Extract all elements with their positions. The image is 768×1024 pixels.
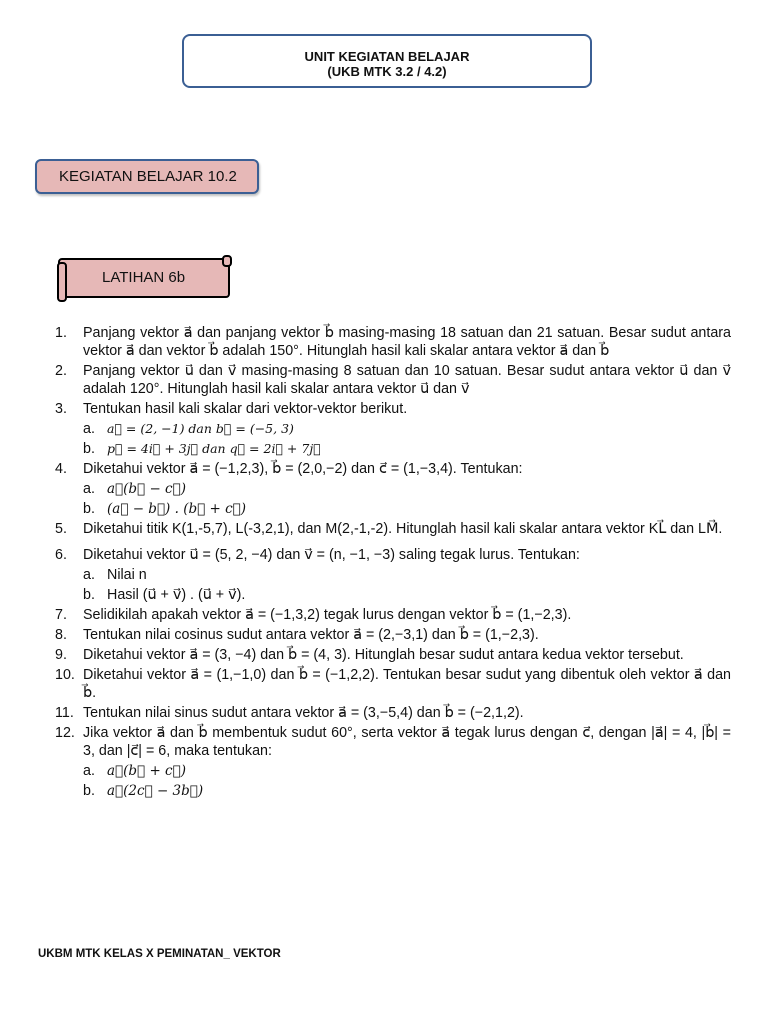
question-9: 9. Diketahui vektor a⃗ = (3, −4) dan b⃗ = (4, 3). Hitunglah besar sudut antara kedua vektor tersebut. (55, 647, 684, 663)
question-6a: a. Nilai n (83, 567, 147, 583)
question-1: 1. Panjang vektor a⃗ dan panjang vektor b⃗ masing-masing 18 satuan dan 21 satuan. Besar sudut antara vektor a⃗ dan vektor b⃗ adalah 150°. Hitunglah hasil kali skalar antara vektor a⃗ dan b⃗ (55, 325, 731, 359)
header-box (182, 34, 592, 88)
question-8: 8. Tentukan nilai cosinus sudut antara vektor a⃗ = (2,−3,1) dan b⃗ = (1,−2,3). (55, 627, 539, 643)
question-7: 7. Selidikilah apakah vektor a⃗ = (−1,3,2) tegak lurus dengan vektor b⃗ = (1,−2,3). (55, 607, 572, 623)
section-title: KEGIATAN BELAJAR 10.2 (35, 159, 259, 194)
question-12: 12. Jika vektor a⃗ dan b⃗ membentuk sudut 60°, serta vektor a⃗ tegak lurus dengan c⃗, dengan |a⃗| = 4, |b⃗| = 3, dan |c⃗| = 6, maka tentukan: (55, 725, 731, 759)
question-4b: b. (a⃗ − b⃗) . (b⃗ + c⃗) (83, 501, 247, 517)
exercise-title: LATIHAN 6b (58, 258, 230, 298)
question-6b: b. Hasil (u⃗ + v⃗) . (u⃗ + v⃗). (83, 587, 246, 603)
question-3a: a. a⃗ = (2, −1) dan b⃗ = (−5, 3) (83, 421, 294, 437)
question-2: 2. Panjang vektor u⃗ dan v⃗ masing-masing 8 satuan dan 10 satuan. Besar sudut antara vektor u⃗ dan v⃗ adalah 120°. Hitunglah hasil kali skalar antara vektor u⃗ dan v⃗ (55, 363, 731, 397)
page-footer: UKBM MTK KELAS X PEMINATAN_ VEKTOR (38, 948, 281, 960)
header-subtitle: (UKB MTK 3.2 / 4.2) (327, 64, 447, 79)
question-list (55, 324, 731, 802)
question-4a: a. a⃗(b⃗ − c⃗) (83, 481, 186, 497)
header-title: UNIT KEGIATAN BELAJAR (304, 49, 470, 64)
question-3: 3. Tentukan hasil kali skalar dari vektor-vektor berikut. (55, 401, 408, 417)
question-12b: b. a⃗(2c⃗ − 3b⃗) (83, 783, 204, 799)
question-3b: b. p⃗ = 4i⃗ + 3j⃗ dan q⃗ = 2i⃗ + 7j⃗ (83, 441, 321, 457)
question-6: 6. Diketahui vektor u⃗ = (5, 2, −4) dan v⃗ = (n, −1, −3) saling tegak lurus. Tentukan: (55, 547, 580, 563)
question-12a: a. a⃗(b⃗ + c⃗) (83, 763, 186, 779)
question-11: 11. Tentukan nilai sinus sudut antara vektor a⃗ = (3,−5,4) dan b⃗ = (−2,1,2). (55, 705, 524, 721)
question-4: 4. Diketahui vektor a⃗ = (−1,2,3), b⃗ = (2,0,−2) dan c⃗ = (1,−3,4). Tentukan: (55, 461, 523, 477)
question-10: 10. Diketahui vektor a⃗ = (1,−1,0) dan b⃗ = (−1,2,2). Tentukan besar sudut yang dibentuk oleh vektor a⃗ dan b⃗. (55, 667, 731, 701)
question-5: 5. Diketahui titik K(1,-5,7), L(-3,2,1), dan M(2,-1,-2). Hitunglah hasil kali skalar antara vektor KL⃗ dan LM⃗. (55, 521, 723, 537)
